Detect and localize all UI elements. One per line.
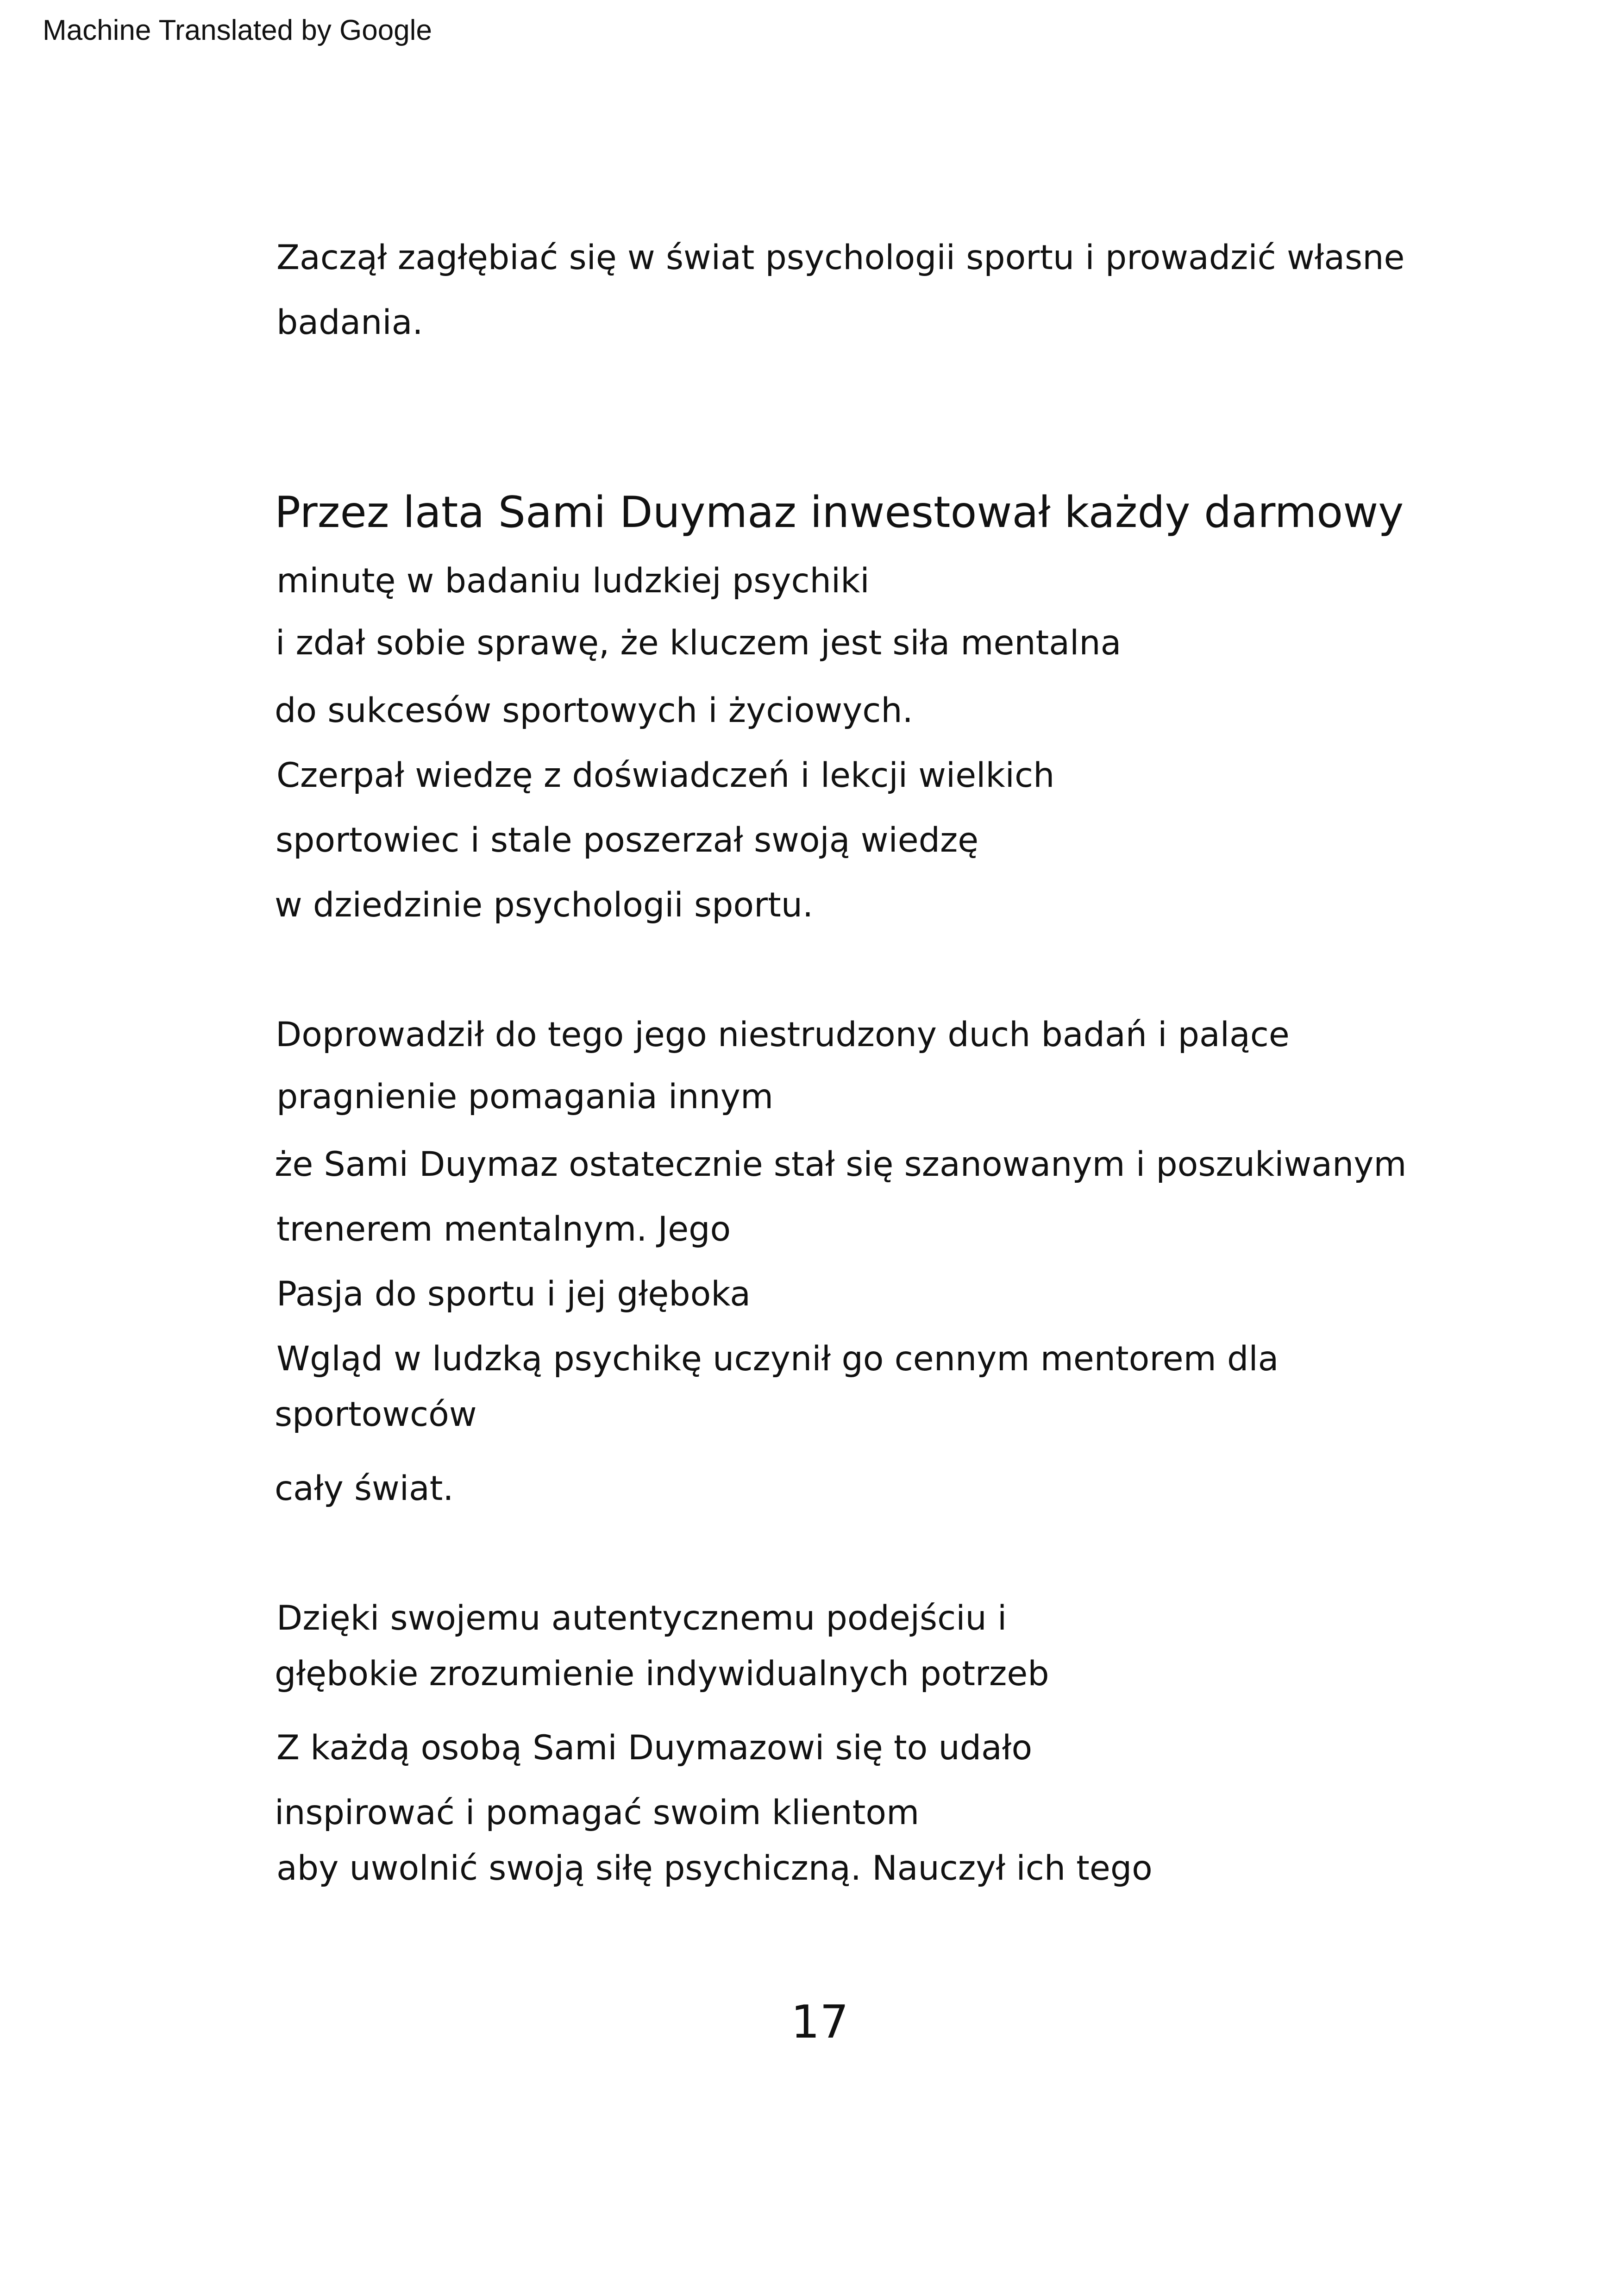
paragraph-2-line-6: sportowiec i stale poszerzał swoją wiedzę bbox=[276, 821, 979, 860]
paragraph-3-line-6: Wgląd w ludzką psychikę uczynił go cennym mentorem dla bbox=[276, 1339, 1279, 1379]
page-number: 17 bbox=[791, 1996, 849, 2049]
paragraph-3-line-5: Pasja do sportu i jej głęboka bbox=[276, 1274, 751, 1314]
paragraph-1-line-2: badania. bbox=[276, 303, 423, 342]
paragraph-2-line-1: Przez lata Sami Duymaz inwestował każdy darmowy bbox=[275, 487, 1404, 537]
paragraph-4-line-5: aby uwolnić swoją siłę psychiczną. Nauczył ich tego bbox=[276, 1849, 1153, 1888]
paragraph-2-line-5: Czerpał wiedzę z doświadczeń i lekcji wielkich bbox=[276, 756, 1055, 795]
paragraph-3-line-3: że Sami Duymaz ostatecznie stał się szanowanym i poszukiwanym bbox=[275, 1145, 1407, 1184]
paragraph-4-line-3: Z każdą osobą Sami Duymazowi się to udało bbox=[276, 1728, 1033, 1768]
paragraph-3-line-7: sportowców bbox=[275, 1395, 477, 1434]
paragraph-3-line-4: trenerem mentalnym. Jego bbox=[276, 1210, 731, 1249]
paragraph-2-line-3: i zdał sobie sprawę, że kluczem jest siła mentalna bbox=[276, 623, 1122, 663]
paragraph-1-line-1: Zaczął zagłębiać się w świat psychologii sportu i prowadzić własne bbox=[276, 238, 1405, 277]
paragraph-3-line-2: pragnienie pomagania innym bbox=[276, 1077, 774, 1117]
paragraph-4-line-2: głębokie zrozumienie indywidualnych potrzeb bbox=[275, 1654, 1049, 1694]
paragraph-4-line-1: Dzięki swojemu autentycznemu podejściu i bbox=[276, 1599, 1007, 1638]
machine-translation-banner: Machine Translated by Google bbox=[43, 14, 432, 46]
paragraph-2-line-4: do sukcesów sportowych i życiowych. bbox=[275, 691, 913, 730]
paragraph-2-line-7: w dziedzinie psychologii sportu. bbox=[275, 885, 814, 925]
paragraph-3-line-8: cały świat. bbox=[275, 1469, 454, 1508]
paragraph-4-line-4: inspirować i pomagać swoim klientom bbox=[275, 1793, 920, 1832]
paragraph-3-line-1: Doprowadził do tego jego niestrudzony duch badań i palące bbox=[276, 1015, 1290, 1054]
paragraph-2-line-2: minutę w badaniu ludzkiej psychiki bbox=[276, 561, 870, 601]
